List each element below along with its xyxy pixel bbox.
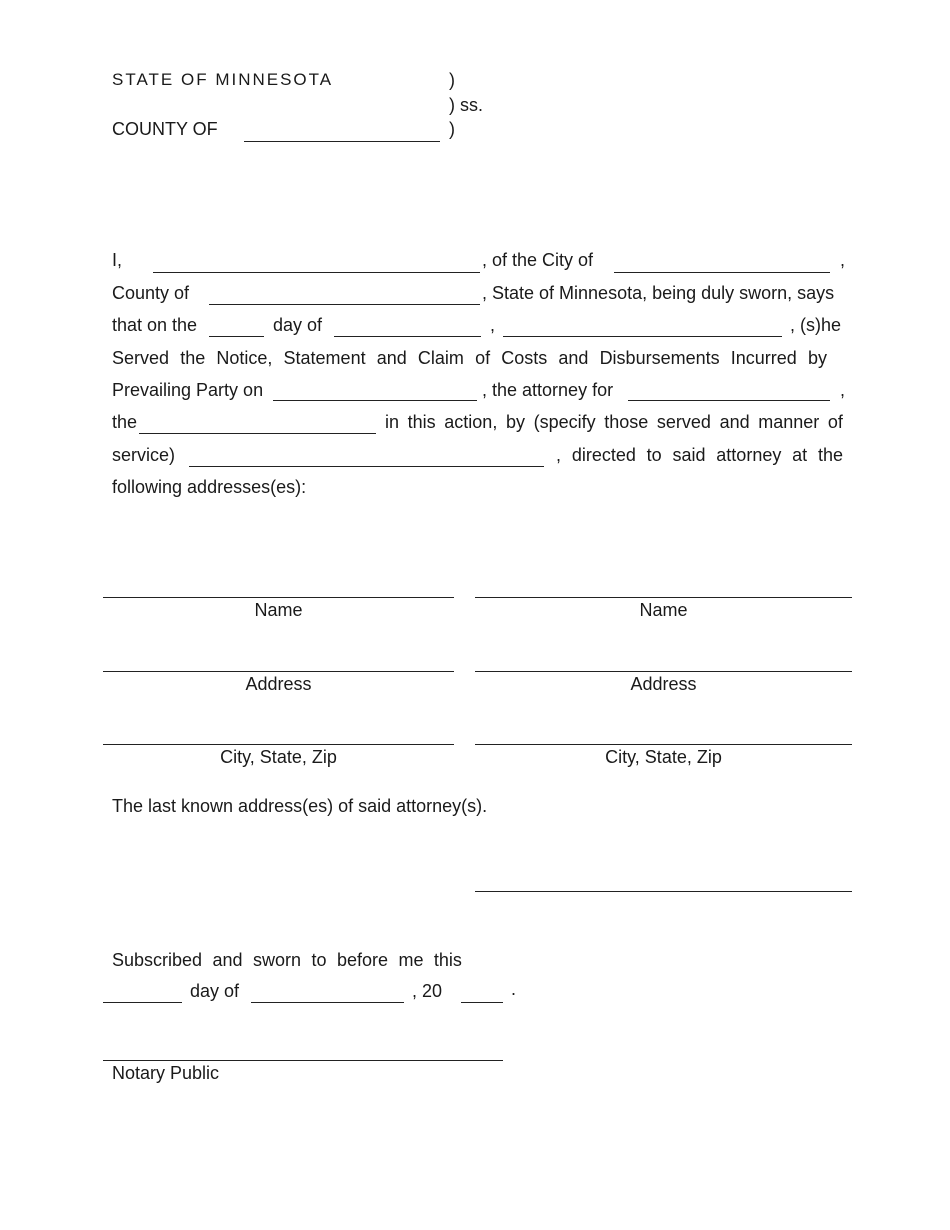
word: and — [376, 348, 407, 368]
word: of — [475, 348, 491, 368]
word: Claim — [417, 348, 464, 368]
notary-public-label: Notary Public — [112, 1063, 220, 1083]
word: and — [558, 348, 589, 368]
the-label: the — [112, 412, 138, 432]
in-this-action-text — [385, 413, 843, 431]
word: and — [719, 412, 750, 432]
ss-label: ) ss. — [449, 95, 483, 115]
service-label: service) — [112, 445, 176, 465]
word: at — [792, 445, 808, 465]
notary-signature-blank[interactable] — [103, 1060, 503, 1061]
day-of-label: day of — [273, 315, 323, 335]
word: action, — [444, 412, 498, 432]
city-state-zip-blank-left[interactable] — [103, 744, 454, 745]
service-day-blank[interactable] — [209, 336, 264, 337]
address-caption-right: Address — [630, 674, 697, 694]
affiant-name-blank[interactable] — [153, 272, 480, 273]
state-label: STATE OF MINNESOTA — [112, 70, 334, 89]
city-state-zip-caption-left: City, State, Zip — [220, 747, 337, 767]
county-of-label: County of — [112, 283, 190, 303]
word: and — [212, 950, 243, 970]
state-sworn-text: , State of Minnesota, being duly sworn, says — [482, 283, 835, 303]
word: in — [385, 412, 400, 432]
jurat-period: . — [511, 979, 517, 999]
line5-comma: , — [840, 380, 846, 400]
directed-to-attorney-text — [556, 446, 843, 464]
name-blank-right[interactable] — [475, 597, 852, 598]
county-blank[interactable] — [244, 141, 440, 142]
last-known-address-text: The last known address(es) of said attorney(s). — [112, 796, 488, 816]
jurat-day-of-label: day of — [190, 981, 240, 1001]
jurat-month-blank[interactable] — [251, 1002, 404, 1003]
word: Subscribed — [112, 950, 203, 970]
name-blank-left[interactable] — [103, 597, 454, 598]
word: Served — [112, 348, 170, 368]
city-blank[interactable] — [614, 272, 830, 273]
word: manner — [758, 412, 820, 432]
service-year-blank[interactable] — [503, 336, 782, 337]
jurat-year-prefix: , 20 — [412, 981, 443, 1001]
following-addresses-label: following addresses(es): — [112, 477, 307, 497]
word: to — [646, 445, 662, 465]
word: sworn — [253, 950, 302, 970]
jurat-day-blank[interactable] — [103, 1002, 182, 1003]
city-state-zip-caption-right: City, State, Zip — [605, 747, 722, 767]
prevailing-party-blank[interactable] — [273, 400, 477, 401]
word: Statement — [283, 348, 366, 368]
word: Costs — [501, 348, 548, 368]
word: those — [604, 412, 649, 432]
word: directed — [571, 445, 636, 465]
word: Notice, — [216, 348, 273, 368]
word: Incurred — [730, 348, 797, 368]
manner-of-service-blank[interactable] — [189, 466, 544, 467]
word: , — [556, 445, 562, 465]
word: this — [407, 412, 436, 432]
word: Disbursements — [599, 348, 720, 368]
venue-paren-top: ) — [449, 70, 455, 90]
word: (specify — [533, 412, 596, 432]
party-role-blank[interactable] — [139, 433, 376, 434]
county-label: COUNTY OF — [112, 119, 218, 139]
that-on-the-label: that on the — [112, 315, 198, 335]
word: said — [672, 445, 706, 465]
word: by — [505, 412, 525, 432]
affiant-intro: I, — [112, 250, 123, 270]
word: before — [336, 950, 388, 970]
s-he-label: , (s)he — [790, 315, 842, 335]
line3-comma: , — [490, 315, 496, 335]
word: the — [817, 445, 843, 465]
service-month-blank[interactable] — [334, 336, 481, 337]
subscribed-sworn-text — [112, 951, 462, 969]
word: the — [180, 348, 206, 368]
city-of-label: , of the City of — [482, 250, 594, 270]
county-name-blank[interactable] — [209, 304, 480, 305]
address-blank-right[interactable] — [475, 671, 852, 672]
word: to — [311, 950, 327, 970]
word: of — [827, 412, 843, 432]
word: by — [807, 348, 827, 368]
jurat-year-blank[interactable] — [461, 1002, 503, 1003]
affiant-signature-blank[interactable] — [475, 891, 852, 892]
name-caption-left: Name — [254, 600, 303, 620]
attorney-for-label: , the attorney for — [482, 380, 614, 400]
name-caption-right: Name — [639, 600, 688, 620]
served-notice-line — [112, 349, 827, 367]
word: me — [398, 950, 424, 970]
prevailing-party-label: Prevailing Party on — [112, 380, 264, 400]
line1-comma: , — [840, 250, 846, 270]
venue-paren-bottom: ) — [449, 119, 455, 139]
attorney-for-blank[interactable] — [628, 400, 830, 401]
address-caption-left: Address — [245, 674, 312, 694]
word: this — [433, 950, 462, 970]
city-state-zip-blank-right[interactable] — [475, 744, 852, 745]
address-blank-left[interactable] — [103, 671, 454, 672]
word: attorney — [716, 445, 782, 465]
word: served — [656, 412, 711, 432]
